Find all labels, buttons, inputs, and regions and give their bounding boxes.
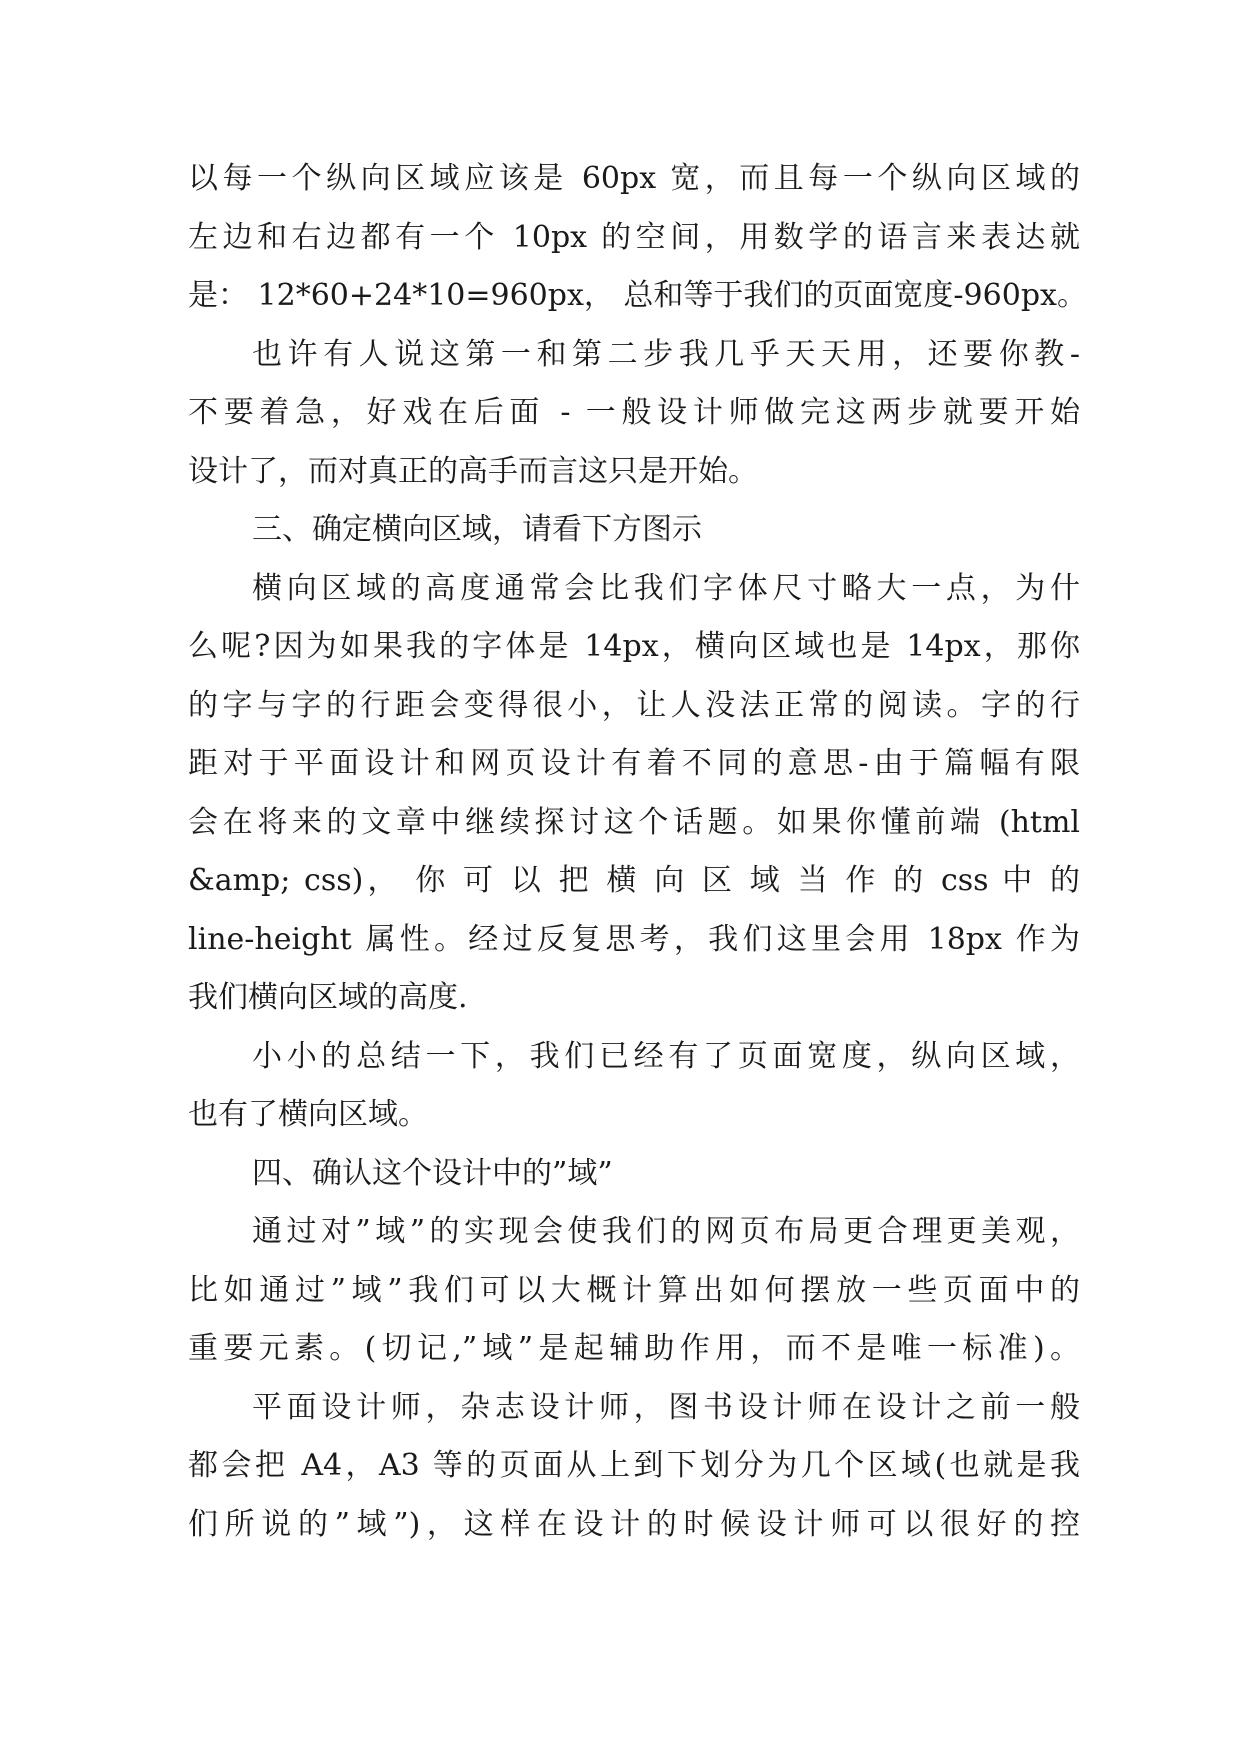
text-line: 也有了横向区域。 [188, 1097, 428, 1132]
text-line: 都会把 A4，A3 等的页面从上到下划分为几个区域(也就是我 [188, 1448, 1080, 1483]
text-line: line-height 属性。经过反复思考，我们这里会用 18px 作为 [188, 921, 1080, 957]
text-line: 我们横向区域的高度. [188, 980, 468, 1015]
text-line: 小小的总结一下，我们已经有了页面宽度，纵向区域， [252, 1038, 1080, 1074]
text-line: &amp; css)， 你 可 以 把 横 向 区 域 当 作 的 css 中 的 [188, 863, 1080, 898]
text-line: 重要元素。(切记,”域”是起辅助作用，而不是唯一标准)。 [188, 1331, 1080, 1366]
document-body [188, 150, 1087, 1554]
text-line: 以每一个纵向区域应该是 60px 宽，而且每一个纵向区域的 [188, 161, 1080, 196]
section-heading: 四、确认这个设计中的”域” [252, 1155, 613, 1191]
text-line: 的字与字的行距会变得很小，让人没法正常的阅读。字的行 [188, 687, 1080, 723]
text-line: 是： 12*60+24*10=960px， 总和等于我们的页面宽度-960px。 [188, 278, 1087, 313]
text-line: 不要着急，好戏在后面 - 一般设计师做完这两步就要开始 [188, 395, 1080, 430]
text-line: 会在将来的文章中继续探讨这个话题。如果你懂前端 (html [188, 804, 1080, 840]
text-line: 通过对”域”的实现会使我们的网页布局更合理更美观， [252, 1214, 1080, 1249]
text-line: 设计了，而对真正的高手而言这只是开始。 [188, 453, 758, 489]
text-line: 也许有人说这第一和第二步我几乎天天用，还要你教- [252, 336, 1080, 372]
text-line: 们所说的”域”)，这样在设计的时候设计师可以很好的控 [188, 1506, 1080, 1542]
text-line: 么呢?因为如果我的字体是 14px，横向区域也是 14px，那你 [188, 629, 1080, 664]
section-heading: 三、确定横向区域，请看下方图示 [252, 512, 702, 547]
text-line: 平面设计师，杂志设计师，图书设计师在设计之前一般 [252, 1389, 1080, 1425]
text-line: 距对于平面设计和网页设计有着不同的意思-由于篇幅有限 [188, 746, 1080, 781]
text-line: 比如通过”域”我们可以大概计算出如何摆放一些页面中的 [188, 1272, 1080, 1308]
text-line: 横向区域的高度通常会比我们字体尺寸略大一点，为什 [252, 570, 1080, 606]
text-line: 左边和右边都有一个 10px 的空间，用数学的语言来表达就 [188, 219, 1080, 255]
